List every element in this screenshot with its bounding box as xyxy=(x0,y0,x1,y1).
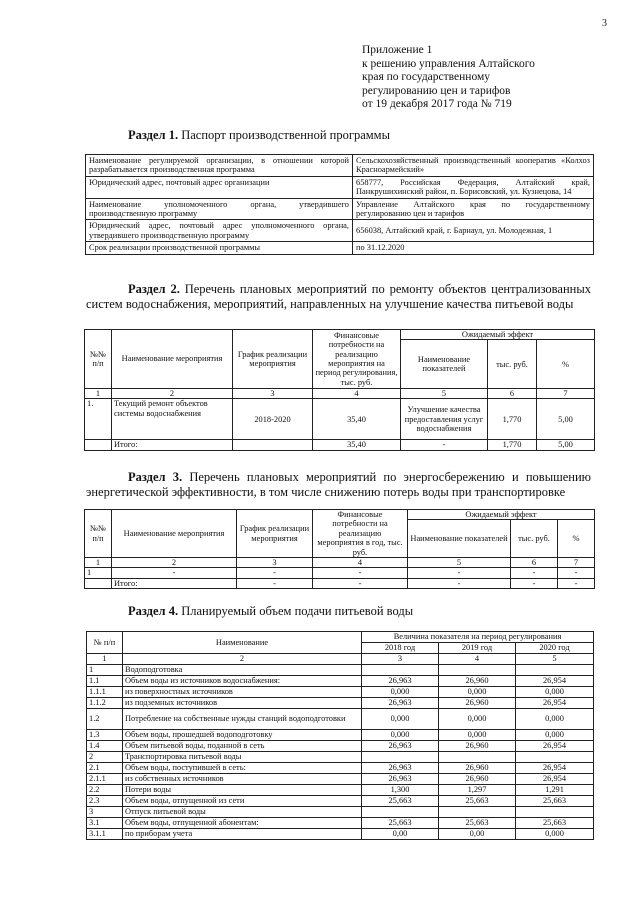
table-row xyxy=(87,774,594,785)
index-cell: 1 xyxy=(87,654,123,665)
appendix-line: к решению управления Алтайского xyxy=(362,57,535,70)
index-cell: 2 xyxy=(112,558,237,568)
row-name: Потребление на собственные нужды станций водоподготовки xyxy=(123,709,362,730)
row-finance: - xyxy=(313,568,408,578)
table-row xyxy=(87,818,594,829)
row-percent: 5,00 xyxy=(537,399,595,440)
row-num: 2.2 xyxy=(87,785,123,796)
row-num: 2 xyxy=(87,752,123,763)
row-name: Объем воды, поступившей в сеть: xyxy=(123,763,362,774)
section2-title: Перечень плановых мероприятий по ремонту объектов централизованных систем водоснабжения, мероприятий, направленных на улучшение качества питьевой воды xyxy=(86,282,591,311)
row-indicator: - xyxy=(408,568,511,578)
header-finance: Финансовые потребности на реализацию мероприятия на период регулирования, тыс. руб. xyxy=(313,330,401,389)
index-cell: 6 xyxy=(511,558,558,568)
row-value-2020: 26,954 xyxy=(516,676,594,687)
header-finance: Финансовые потребности на реализацию мероприятия в год, тыс. руб. xyxy=(313,510,408,558)
table-row xyxy=(87,829,594,840)
row-name: из поверхностных источников xyxy=(123,687,362,698)
passport-table xyxy=(85,154,594,255)
index-cell: 3 xyxy=(237,558,313,568)
row-num: 2.1.1 xyxy=(87,774,123,785)
table-row xyxy=(86,198,594,220)
total-indicator: - xyxy=(408,578,511,588)
header-year: 2019 год xyxy=(439,643,516,654)
row-value-2019: 25,663 xyxy=(439,818,516,829)
header-name: Наименование мероприятия xyxy=(112,330,233,389)
appendix-line: от 19 декабря 2017 года № 719 xyxy=(362,98,512,111)
row-value-2019: 0,00 xyxy=(439,829,516,840)
row-value-2019: 26,960 xyxy=(439,698,516,709)
row-value-2019: 1,297 xyxy=(439,785,516,796)
row-value-2019: 26,960 xyxy=(439,676,516,687)
table-row xyxy=(86,220,594,242)
total-num xyxy=(85,440,112,450)
index-cell: 3 xyxy=(233,389,313,399)
table-row xyxy=(87,665,594,676)
table-row xyxy=(87,796,594,807)
water-supply-rows xyxy=(87,665,594,840)
row-value-2020: 1,291 xyxy=(516,785,594,796)
passport-value: 656038, Алтайский край, г. Барнаул, ул. Молодежная, 1 xyxy=(353,220,594,242)
passport-label: Юридический адрес, почтовый адрес организации xyxy=(86,176,353,198)
table-row xyxy=(85,568,595,578)
row-value-2019: 0,000 xyxy=(439,709,516,730)
row-value-2020: 0,000 xyxy=(516,687,594,698)
row-value-2020: 0,000 xyxy=(516,730,594,741)
row-value-2020: 26,954 xyxy=(516,774,594,785)
section4-title: Планируемый объем подачи питьевой воды xyxy=(178,604,414,618)
passport-value: Сельскохозяйственный производственный кооператив «Колхоз Красноармейский» xyxy=(353,155,594,177)
index-cell: 5 xyxy=(516,654,594,665)
row-name: Объем воды, отпущенной из сети xyxy=(123,796,362,807)
section1-heading xyxy=(128,128,390,143)
row-value-2020: 25,663 xyxy=(516,818,594,829)
section1-title: Паспорт производственной программы xyxy=(178,128,390,142)
table-row xyxy=(87,752,594,763)
row-name: Объем воды, отпущенной абонентам: xyxy=(123,818,362,829)
total-thousand: 1,770 xyxy=(488,440,537,450)
appendix-line: края по государственному xyxy=(362,71,490,84)
row-percent: - xyxy=(558,568,595,578)
table-row xyxy=(85,440,595,450)
row-num: 2.3 xyxy=(87,796,123,807)
row-value-2019 xyxy=(439,807,516,818)
row-value-2018: 25,663 xyxy=(362,818,439,829)
table-row xyxy=(85,330,595,340)
row-name: Отпуск питьевой воды xyxy=(123,807,362,818)
index-cell: 1 xyxy=(85,558,112,568)
row-value-2018: 0,000 xyxy=(362,709,439,730)
total-label: Итого: xyxy=(112,578,237,588)
header-period: Величина показателя на период регулирования xyxy=(362,632,594,643)
index-cell: 4 xyxy=(439,654,516,665)
row-num: 1.1 xyxy=(87,676,123,687)
header-effect: Ожидаемый эффект xyxy=(408,510,595,520)
header-year: 2020 год xyxy=(516,643,594,654)
row-name: по приборам учета xyxy=(123,829,362,840)
energy-measures-table xyxy=(84,509,595,589)
index-cell: 5 xyxy=(408,558,511,568)
row-value-2018: 26,963 xyxy=(362,676,439,687)
table-row xyxy=(86,176,594,198)
table-row xyxy=(87,632,594,643)
index-cell: 5 xyxy=(401,389,488,399)
row-value-2018: 26,963 xyxy=(362,763,439,774)
row-num: 3 xyxy=(87,807,123,818)
row-name: Объем воды из источников водоснабжения: xyxy=(123,676,362,687)
total-percent: 5,00 xyxy=(537,440,595,450)
header-percent: % xyxy=(558,520,595,558)
row-value-2019: 26,960 xyxy=(439,763,516,774)
row-value-2018: 26,963 xyxy=(362,698,439,709)
row-value-2018: 0,000 xyxy=(362,687,439,698)
index-cell: 1 xyxy=(85,389,112,399)
passport-value: по 31.12.2020 xyxy=(353,242,594,254)
total-schedule: - xyxy=(237,578,313,588)
passport-label: Срок реализации производственной программы xyxy=(86,242,353,254)
section3-title: Перечень плановых мероприятий по энергосбережению и повышению энергетической эффективности, в том числе снижению потерь воды при транспортировке xyxy=(86,470,591,499)
section4-prefix: Раздел 4. xyxy=(128,604,179,618)
row-value-2019: 25,663 xyxy=(439,796,516,807)
section3-prefix: Раздел 3. xyxy=(128,470,183,484)
header-name: Наименование мероприятия xyxy=(112,510,237,558)
row-value-2020: 26,954 xyxy=(516,763,594,774)
row-schedule: 2018-2020 xyxy=(233,399,313,440)
row-value-2018: 26,963 xyxy=(362,774,439,785)
row-schedule: - xyxy=(237,568,313,578)
row-value-2018: 25,663 xyxy=(362,796,439,807)
row-name: - xyxy=(112,568,237,578)
total-thousand: - xyxy=(511,578,558,588)
header-num: №№ п/п xyxy=(85,510,112,558)
row-value-2020 xyxy=(516,752,594,763)
table-row xyxy=(85,389,595,399)
row-num: 1.1.1 xyxy=(87,687,123,698)
index-cell: 3 xyxy=(362,654,439,665)
row-value-2019: 0,000 xyxy=(439,730,516,741)
header-schedule: График реализации мероприятия xyxy=(233,330,313,389)
index-cell: 7 xyxy=(537,389,595,399)
table-row xyxy=(85,578,595,588)
passport-value: 658777, Российская Федерация, Алтайский край, Панкрушихинский район, п. Борисовский, ул. Кузнецова, 14 xyxy=(353,176,594,198)
table-row xyxy=(85,558,595,568)
section3-heading xyxy=(86,470,591,500)
passport-value: Управление Алтайского края по государственному регулированию цен и тарифов xyxy=(353,198,594,220)
row-value-2018 xyxy=(362,665,439,676)
row-name: из подземных источников xyxy=(123,698,362,709)
index-cell: 2 xyxy=(112,389,233,399)
total-percent: - xyxy=(558,578,595,588)
row-value-2020 xyxy=(516,807,594,818)
row-value-2019 xyxy=(439,665,516,676)
row-num: 1 xyxy=(85,568,112,578)
index-cell: 6 xyxy=(488,389,537,399)
row-indicator: Улучшение качества предоставления услуг водоснабжения xyxy=(401,399,488,440)
total-indicator: - xyxy=(401,440,488,450)
table-row xyxy=(87,654,594,665)
table-row xyxy=(87,807,594,818)
header-year: 2018 год xyxy=(362,643,439,654)
header-schedule: График реализации мероприятия xyxy=(237,510,313,558)
table-row xyxy=(87,676,594,687)
row-num: 1.1.2 xyxy=(87,698,123,709)
row-value-2018 xyxy=(362,807,439,818)
total-label: Итого: xyxy=(112,440,233,450)
row-value-2020: 0,000 xyxy=(516,829,594,840)
row-value-2018 xyxy=(362,752,439,763)
table-row xyxy=(87,709,594,730)
passport-label: Наименование уполномоченного органа, утвердившего производственную программу xyxy=(86,198,353,220)
header-name: Наименование xyxy=(123,632,362,654)
row-num: 1. xyxy=(85,399,112,440)
row-num: 1.4 xyxy=(87,741,123,752)
header-thousand: тыс. руб. xyxy=(511,520,558,558)
row-num: 1.2 xyxy=(87,709,123,730)
header-indicator: Наименование показателей xyxy=(408,520,511,558)
index-cell: 2 xyxy=(123,654,362,665)
section2-prefix: Раздел 2. xyxy=(128,282,180,296)
row-value-2020: 26,954 xyxy=(516,698,594,709)
appendix-header xyxy=(362,44,535,112)
row-name: Объем питьевой воды, поданной в сеть xyxy=(123,741,362,752)
row-value-2018: 0,00 xyxy=(362,829,439,840)
passport-label: Наименование регулируемой организации, в отношении которой разрабатывается производственная программа xyxy=(86,155,353,177)
header-thousand: тыс. руб. xyxy=(488,340,537,389)
row-value-2018: 0,000 xyxy=(362,730,439,741)
row-num: 1 xyxy=(87,665,123,676)
table-row xyxy=(87,785,594,796)
row-value-2018: 26,963 xyxy=(362,741,439,752)
row-name: Объем воды, прошедшей водоподготовку xyxy=(123,730,362,741)
header-percent: % xyxy=(537,340,595,389)
repair-measures-table xyxy=(84,329,595,451)
index-cell: 4 xyxy=(313,558,408,568)
section1-prefix: Раздел 1. xyxy=(128,128,179,142)
table-row xyxy=(87,763,594,774)
section4-heading xyxy=(128,604,413,619)
row-value-2020: 25,663 xyxy=(516,796,594,807)
row-value-2019: 26,960 xyxy=(439,741,516,752)
page-number: 3 xyxy=(602,18,607,29)
row-value-2020: 0,000 xyxy=(516,709,594,730)
row-value-2020 xyxy=(516,665,594,676)
row-num: 2.1 xyxy=(87,763,123,774)
row-name: Транспортировка питьевой воды xyxy=(123,752,362,763)
table-row xyxy=(87,730,594,741)
row-num: 3.1 xyxy=(87,818,123,829)
section2-heading xyxy=(86,282,591,312)
row-value-2019: 26,960 xyxy=(439,774,516,785)
row-num: 3.1.1 xyxy=(87,829,123,840)
total-finance: 35,40 xyxy=(313,440,401,450)
row-value-2018: 1,300 xyxy=(362,785,439,796)
header-num: № п/п xyxy=(87,632,123,654)
header-indicator: Наименование показателей xyxy=(401,340,488,389)
water-supply-table xyxy=(86,631,594,840)
row-thousand: 1,770 xyxy=(488,399,537,440)
total-finance: - xyxy=(313,578,408,588)
table-row xyxy=(87,698,594,709)
row-name: Текущий ремонт объектов системы водоснабжения xyxy=(112,399,233,440)
row-value-2020: 26,954 xyxy=(516,741,594,752)
table-row xyxy=(85,510,595,520)
table-row xyxy=(87,741,594,752)
row-finance: 35,40 xyxy=(313,399,401,440)
total-schedule xyxy=(233,440,313,450)
index-cell: 7 xyxy=(558,558,595,568)
table-row xyxy=(87,687,594,698)
row-name: Потери воды xyxy=(123,785,362,796)
appendix-line: Приложение 1 xyxy=(362,44,433,56)
row-name: из собственных источников xyxy=(123,774,362,785)
row-num: 1.3 xyxy=(87,730,123,741)
row-value-2019 xyxy=(439,752,516,763)
table-row xyxy=(85,399,595,440)
table-row xyxy=(86,155,594,177)
row-name: Водоподготовка xyxy=(123,665,362,676)
total-num xyxy=(85,578,112,588)
passport-label: Юридический адрес, почтовый адрес уполномоченного органа, утвердившего производственную программу xyxy=(86,220,353,242)
header-effect: Ожидаемый эффект xyxy=(401,330,595,340)
table-row xyxy=(86,242,594,254)
row-thousand: - xyxy=(511,568,558,578)
header-num: №№ п/п xyxy=(85,330,112,389)
index-cell: 4 xyxy=(313,389,401,399)
appendix-line: регулированию цен и тарифов xyxy=(362,84,511,97)
row-value-2019: 0,000 xyxy=(439,687,516,698)
